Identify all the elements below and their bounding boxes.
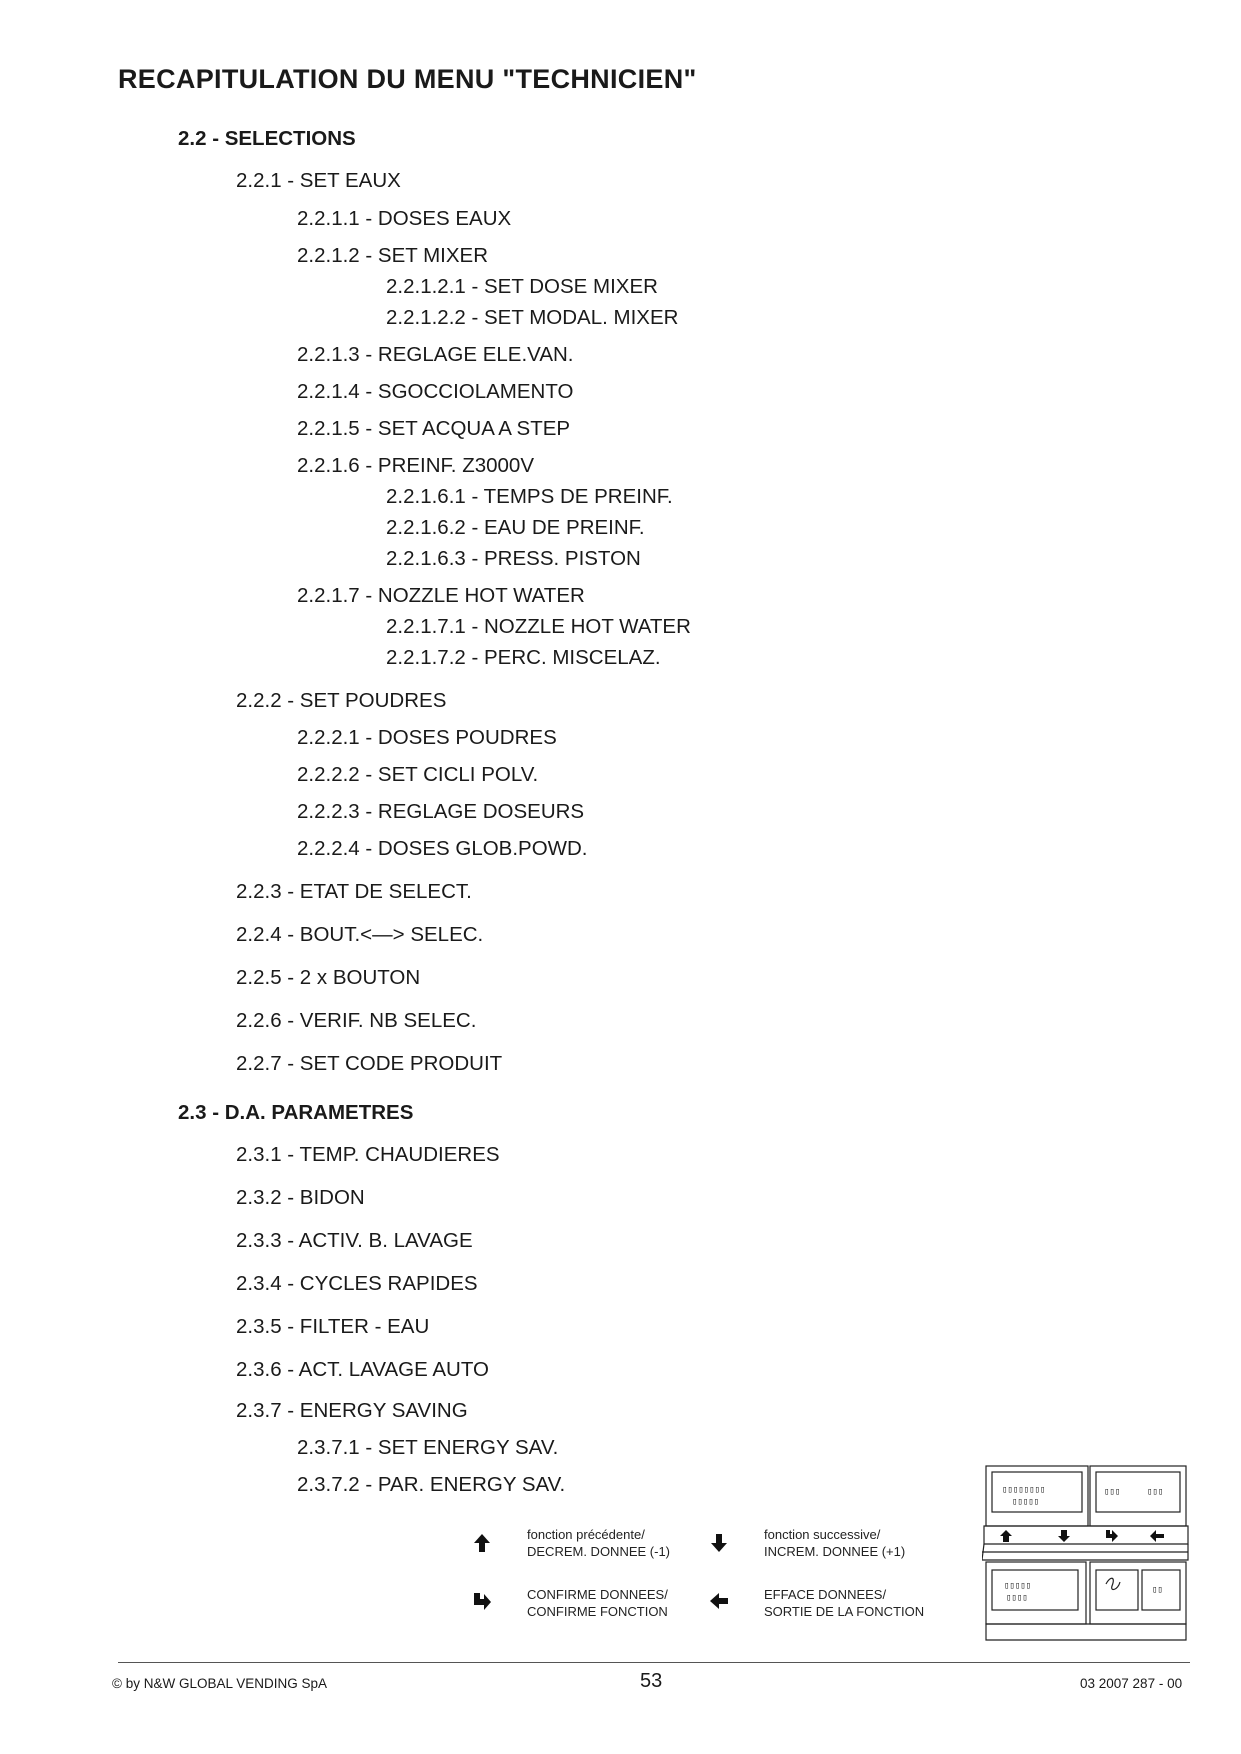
menu-item: 2.2 - SELECTIONS	[178, 127, 356, 150]
svg-text:▯▯▯▯: ▯▯▯▯	[1006, 1593, 1028, 1603]
legend-line: INCREM. DONNEE (+1)	[764, 1544, 906, 1559]
legend-line: DECREM. DONNEE (-1)	[527, 1544, 671, 1559]
svg-text:▯▯▯▯▯: ▯▯▯▯▯	[1012, 1497, 1040, 1507]
legend-text-cancel	[764, 1586, 924, 1620]
menu-item: 2.3.7.2 - PAR. ENERGY SAV.	[297, 1473, 566, 1496]
menu-item: 2.2.1.2.2 - SET MODAL. MIXER	[386, 306, 679, 329]
menu-item: 2.2.1.4 - SGOCCIOLAMENTO	[297, 380, 574, 403]
menu-item: 2.2.2 - SET POUDRES	[236, 689, 447, 712]
svg-text:▯▯▯▯▯: ▯▯▯▯▯	[1004, 1581, 1032, 1591]
menu-item: 2.2.2.1 - DOSES POUDRES	[297, 726, 557, 749]
legend-line: CONFIRME DONNEES/	[527, 1587, 668, 1602]
footer-copyright: © by N&W GLOBAL VENDING SpA	[112, 1676, 328, 1691]
legend-line: fonction précédente/	[527, 1527, 645, 1542]
arrow-up-icon	[471, 1532, 493, 1554]
legend-text-down	[764, 1526, 905, 1560]
menu-item: 2.3 - D.A. PARAMETRES	[178, 1101, 414, 1124]
menu-item: 2.3.7.1 - SET ENERGY SAV.	[297, 1436, 559, 1459]
legend-line: SORTIE DE LA FONCTION	[764, 1604, 925, 1619]
menu-item: 2.2.6 - VERIF. NB SELEC.	[236, 1009, 477, 1032]
control-panel-illustration	[982, 1464, 1190, 1644]
menu-item: 2.2.3 - ETAT DE SELECT.	[236, 880, 472, 903]
legend-line: fonction successive/	[764, 1527, 881, 1542]
menu-item: 2.3.3 - ACTIV. B. LAVAGE	[236, 1229, 473, 1252]
svg-text:▯▯▯▯▯▯▯▯: ▯▯▯▯▯▯▯▯	[1002, 1485, 1046, 1495]
arrow-left-icon	[708, 1590, 730, 1612]
menu-item: 2.2.1.6.1 - TEMPS DE PREINF.	[386, 485, 673, 508]
menu-item: 2.2.4 - BOUT.<—> SELEC.	[236, 923, 484, 946]
menu-item: 2.2.1.7.2 - PERC. MISCELAZ.	[386, 646, 661, 669]
menu-item: 2.2.2.4 - DOSES GLOB.POWD.	[297, 837, 588, 860]
menu-item: 2.2.1.5 - SET ACQUA A STEP	[297, 417, 571, 440]
menu-item: 2.3.5 - FILTER - EAU	[236, 1315, 430, 1338]
menu-item: 2.2.2.2 - SET CICLI POLV.	[297, 763, 539, 786]
svg-text:▯▯▯: ▯▯▯	[1104, 1487, 1121, 1497]
page-number: 53	[640, 1670, 663, 1692]
menu-item: 2.2.7 - SET CODE PRODUIT	[236, 1052, 503, 1075]
svg-text:▯▯▯: ▯▯▯	[1147, 1487, 1164, 1497]
menu-item: 2.3.2 - BIDON	[236, 1186, 365, 1209]
menu-item: 2.2.1.1 - DOSES EAUX	[297, 207, 512, 230]
menu-item: 2.3.7 - ENERGY SAVING	[236, 1399, 468, 1422]
legend-line: EFFACE DONNEES/	[764, 1587, 887, 1602]
menu-item: 2.2.1.6.2 - EAU DE PREINF.	[386, 516, 645, 539]
arrow-down-icon	[708, 1532, 730, 1554]
menu-item: 2.2.1.6 - PREINF. Z3000V	[297, 454, 535, 477]
menu-item: 2.2.1 - SET EAUX	[236, 169, 401, 192]
menu-item: 2.2.1.2 - SET MIXER	[297, 244, 489, 267]
menu-item: 2.2.1.7 - NOZZLE HOT WATER	[297, 584, 585, 607]
svg-text:▯▯: ▯▯	[1152, 1585, 1163, 1595]
menu-item: 2.3.4 - CYCLES RAPIDES	[236, 1272, 478, 1295]
menu-item: 2.3.6 - ACT. LAVAGE AUTO	[236, 1358, 489, 1381]
menu-item: 2.2.1.2.1 - SET DOSE MIXER	[386, 275, 658, 298]
menu-item: 2.2.1.7.1 - NOZZLE HOT WATER	[386, 615, 691, 638]
document-code: 03 2007 287 - 00	[1080, 1676, 1183, 1691]
menu-item: 2.2.5 - 2 x BOUTON	[236, 966, 421, 989]
menu-item: 2.2.2.3 - REGLAGE DOSEURS	[297, 800, 585, 823]
legend-text-up	[527, 1526, 670, 1560]
legend-text-confirm	[527, 1586, 668, 1620]
page-title: RECAPITULATION DU MENU "TECHNICIEN"	[118, 64, 697, 94]
arrow-turn-right-icon	[471, 1590, 493, 1612]
menu-item: 2.2.1.3 - REGLAGE ELE.VAN.	[297, 343, 574, 366]
menu-item: 2.2.1.6.3 - PRESS. PISTON	[386, 547, 641, 570]
legend-line: CONFIRME FONCTION	[527, 1604, 668, 1619]
footer-divider	[118, 1662, 1190, 1663]
menu-item: 2.3.1 - TEMP. CHAUDIERES	[236, 1143, 500, 1166]
